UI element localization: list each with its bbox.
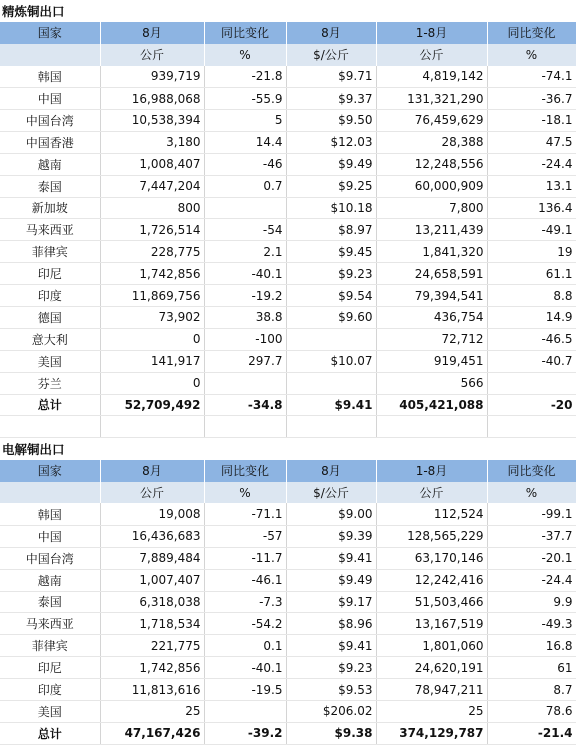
- table-row: [0, 613, 576, 635]
- section-title-row: [0, 0, 576, 22]
- table-cell: 马来西亚: [0, 613, 100, 635]
- table-cell: 51,503,466: [376, 591, 487, 613]
- table-cell: 马来西亚: [0, 219, 100, 241]
- table-cell: -20.1: [487, 547, 576, 569]
- table-cell: 中国: [0, 88, 100, 110]
- table-cell: 中国台湾: [0, 547, 100, 569]
- table-cell: $9.39: [286, 525, 376, 547]
- table-cell: [376, 416, 487, 438]
- table-cell: 9.9: [487, 591, 576, 613]
- table-cell: 297.7: [204, 350, 286, 372]
- table-cell: 60,000,909: [376, 175, 487, 197]
- table-cell: $12.03: [286, 131, 376, 153]
- table-cell: $9.25: [286, 175, 376, 197]
- table-cell: -21.8: [204, 66, 286, 88]
- table-cell: 德国: [0, 306, 100, 328]
- table-cell: $8.96: [286, 613, 376, 635]
- table-cell: $9.17: [286, 591, 376, 613]
- table-row: [0, 679, 576, 701]
- table-cell: -100: [204, 328, 286, 350]
- table-cell: $9.45: [286, 241, 376, 263]
- table-cell: 公斤: [100, 44, 204, 66]
- section-title: 精炼铜出口: [2, 3, 65, 19]
- table-cell: 939,719: [100, 66, 204, 88]
- table-cell: -40.1: [204, 263, 286, 285]
- table-row: [0, 547, 576, 569]
- table-cell: $8.97: [286, 219, 376, 241]
- table-cell: 8月: [286, 22, 376, 44]
- table-cell: $/公斤: [286, 44, 376, 66]
- table-cell: 14.4: [204, 131, 286, 153]
- table-cell: 13,167,519: [376, 613, 487, 635]
- table-cell: 同比变化: [487, 460, 576, 482]
- table-cell: -46.5: [487, 328, 576, 350]
- table-cell: $9.23: [286, 263, 376, 285]
- table-row: [0, 263, 576, 285]
- table-cell: -99.1: [487, 503, 576, 525]
- table-cell: -40.1: [204, 657, 286, 679]
- table-cell: 1,801,060: [376, 635, 487, 657]
- table-cell: 6,318,038: [100, 591, 204, 613]
- table-cell: 28,388: [376, 131, 487, 153]
- table-cell: -49.1: [487, 219, 576, 241]
- table-cell: 意大利: [0, 328, 100, 350]
- table-cell: 12,248,556: [376, 153, 487, 175]
- table-cell: 19,008: [100, 503, 204, 525]
- table-cell: 7,447,204: [100, 175, 204, 197]
- table-cell: 中国: [0, 525, 100, 547]
- table-cell: 中国台湾: [0, 109, 100, 131]
- table-cell: $9.60: [286, 306, 376, 328]
- table-cell: 78.6: [487, 701, 576, 723]
- table-cell: -19.5: [204, 679, 286, 701]
- table-cell: [204, 416, 286, 438]
- table-row: [0, 306, 576, 328]
- table-cell: 公斤: [376, 44, 487, 66]
- table-cell: 公斤: [376, 482, 487, 504]
- table-row: [0, 350, 576, 372]
- table-cell: $9.41: [286, 394, 376, 416]
- table-row: [0, 701, 576, 723]
- table-cell: 141,917: [100, 350, 204, 372]
- table-cell: [204, 372, 286, 394]
- table-cell: [204, 197, 286, 219]
- table-cell: 11,869,756: [100, 285, 204, 307]
- table-cell: 1-8月: [376, 22, 487, 44]
- table-cell: [0, 416, 100, 438]
- table-cell: 25: [376, 701, 487, 723]
- table-cell: [286, 416, 376, 438]
- table-cell: 79,394,541: [376, 285, 487, 307]
- table-cell: 8月: [286, 460, 376, 482]
- table-cell: 韩国: [0, 503, 100, 525]
- table-cell: 1,007,407: [100, 569, 204, 591]
- table-row: [0, 219, 576, 241]
- table-cell: 47.5: [487, 131, 576, 153]
- table-cell: $9.41: [286, 635, 376, 657]
- table-row: [0, 88, 576, 110]
- table-cell: 8月: [100, 22, 204, 44]
- table-cell: 63,170,146: [376, 547, 487, 569]
- table-cell: 芬兰: [0, 372, 100, 394]
- table-cell: 76,459,629: [376, 109, 487, 131]
- table-cell: $10.18: [286, 197, 376, 219]
- table-cell: $9.23: [286, 657, 376, 679]
- table-cell: 3,180: [100, 131, 204, 153]
- spacer-row: [0, 416, 576, 438]
- table-row: [0, 525, 576, 547]
- table-cell: 越南: [0, 569, 100, 591]
- table-cell: -24.4: [487, 569, 576, 591]
- section-title: 电解铜出口: [2, 442, 65, 457]
- table-cell: 25: [100, 701, 204, 723]
- table-cell: $9.50: [286, 109, 376, 131]
- table-cell: 菲律宾: [0, 635, 100, 657]
- table-cell: 24,620,191: [376, 657, 487, 679]
- table-cell: 印尼: [0, 263, 100, 285]
- table-cell: 374,129,787: [376, 722, 487, 744]
- table-cell: 美国: [0, 350, 100, 372]
- table-cell: -11.7: [204, 547, 286, 569]
- unit-row: [0, 482, 576, 504]
- table-cell: $9.49: [286, 153, 376, 175]
- table-cell: 印度: [0, 679, 100, 701]
- table-cell: 印度: [0, 285, 100, 307]
- table-cell: 13,211,439: [376, 219, 487, 241]
- table-cell: $206.02: [286, 701, 376, 723]
- table-cell: 同比变化: [204, 460, 286, 482]
- table-cell: 7,800: [376, 197, 487, 219]
- table-row: [0, 657, 576, 679]
- table-cell: 同比变化: [487, 22, 576, 44]
- table-cell: $9.54: [286, 285, 376, 307]
- table-cell: [286, 372, 376, 394]
- table-cell: $9.49: [286, 569, 376, 591]
- table-row: [0, 285, 576, 307]
- table-row: [0, 635, 576, 657]
- table-row: [0, 153, 576, 175]
- header-row: [0, 22, 576, 44]
- table-cell: $9.71: [286, 66, 376, 88]
- table-cell: 同比变化: [204, 22, 286, 44]
- table-cell: 泰国: [0, 175, 100, 197]
- table-cell: 47,167,426: [100, 722, 204, 744]
- table-cell: %: [487, 482, 576, 504]
- table-cell: 菲律宾: [0, 241, 100, 263]
- table-cell: $9.38: [286, 722, 376, 744]
- table-cell: 11,813,616: [100, 679, 204, 701]
- table-row: [0, 569, 576, 591]
- total-row: [0, 722, 576, 744]
- table-cell: 52,709,492: [100, 394, 204, 416]
- table-cell: 16,436,683: [100, 525, 204, 547]
- table-row: [0, 328, 576, 350]
- table-cell: 0: [100, 372, 204, 394]
- table-row: [0, 591, 576, 613]
- table-cell: $/公斤: [286, 482, 376, 504]
- table-cell: -40.7: [487, 350, 576, 372]
- table-cell: -57: [204, 525, 286, 547]
- table-cell: 中国香港: [0, 131, 100, 153]
- table-cell: 8.8: [487, 285, 576, 307]
- table-cell: 1,718,534: [100, 613, 204, 635]
- table-cell: 436,754: [376, 306, 487, 328]
- table-row: [0, 241, 576, 263]
- table-cell: 61: [487, 657, 576, 679]
- table-cell: 61.1: [487, 263, 576, 285]
- table-cell: [204, 701, 286, 723]
- table-cell: 14.9: [487, 306, 576, 328]
- table-cell: 13.1: [487, 175, 576, 197]
- table-cell: 112,524: [376, 503, 487, 525]
- table-cell: $10.07: [286, 350, 376, 372]
- table-cell: 566: [376, 372, 487, 394]
- table-cell: -19.2: [204, 285, 286, 307]
- table-cell: 0: [100, 328, 204, 350]
- table-cell: 新加坡: [0, 197, 100, 219]
- table-cell: 1-8月: [376, 460, 487, 482]
- table-row: [0, 175, 576, 197]
- table-cell: -7.3: [204, 591, 286, 613]
- table-cell: $9.37: [286, 88, 376, 110]
- table-cell: 2.1: [204, 241, 286, 263]
- table-cell: 16.8: [487, 635, 576, 657]
- table-cell: -74.1: [487, 66, 576, 88]
- table-cell: 136.4: [487, 197, 576, 219]
- table-cell: 越南: [0, 153, 100, 175]
- table-cell: 7,889,484: [100, 547, 204, 569]
- table-cell: -54.2: [204, 613, 286, 635]
- table-cell: 8.7: [487, 679, 576, 701]
- total-row: [0, 394, 576, 416]
- table-cell: 1,742,856: [100, 263, 204, 285]
- table-cell: -49.3: [487, 613, 576, 635]
- table-cell: 国家: [0, 460, 100, 482]
- table-cell: 美国: [0, 701, 100, 723]
- table-row: [0, 66, 576, 88]
- table-cell: -18.1: [487, 109, 576, 131]
- table-row: [0, 372, 576, 394]
- table-cell: [286, 328, 376, 350]
- table-cell: 总计: [0, 722, 100, 744]
- table-cell: 800: [100, 197, 204, 219]
- table-cell: -24.4: [487, 153, 576, 175]
- table-cell: 228,775: [100, 241, 204, 263]
- table-cell: 8月: [100, 460, 204, 482]
- section-title-row: [0, 438, 576, 460]
- table-cell: 38.8: [204, 306, 286, 328]
- table-cell: 公斤: [100, 482, 204, 504]
- table-cell: $9.53: [286, 679, 376, 701]
- table-cell: 0.7: [204, 175, 286, 197]
- table-cell: $9.00: [286, 503, 376, 525]
- table-row: [0, 503, 576, 525]
- table-cell: 0.1: [204, 635, 286, 657]
- table-row: [0, 131, 576, 153]
- table-cell: -36.7: [487, 88, 576, 110]
- table-cell: -37.7: [487, 525, 576, 547]
- table-cell: 12,242,416: [376, 569, 487, 591]
- table-cell: %: [204, 482, 286, 504]
- table-cell: -71.1: [204, 503, 286, 525]
- table-cell: 1,742,856: [100, 657, 204, 679]
- table-cell: 1,008,407: [100, 153, 204, 175]
- table-cell: -55.9: [204, 88, 286, 110]
- table-cell: [0, 44, 100, 66]
- table-cell: 131,321,290: [376, 88, 487, 110]
- table-cell: 1,726,514: [100, 219, 204, 241]
- table-cell: 印尼: [0, 657, 100, 679]
- unit-row: [0, 44, 576, 66]
- table-cell: 16,988,068: [100, 88, 204, 110]
- table-cell: 24,658,591: [376, 263, 487, 285]
- table-cell: 国家: [0, 22, 100, 44]
- table-cell: 总计: [0, 394, 100, 416]
- table-cell: 73,902: [100, 306, 204, 328]
- table-cell: 19: [487, 241, 576, 263]
- table-cell: 4,819,142: [376, 66, 487, 88]
- table-cell: -46.1: [204, 569, 286, 591]
- table-cell: 72,712: [376, 328, 487, 350]
- table-cell: 78,947,211: [376, 679, 487, 701]
- table-cell: [0, 482, 100, 504]
- table-cell: -46: [204, 153, 286, 175]
- table-cell: -39.2: [204, 722, 286, 744]
- table-cell: 1,841,320: [376, 241, 487, 263]
- table-cell: 韩国: [0, 66, 100, 88]
- table-cell: 泰国: [0, 591, 100, 613]
- table-cell: 10,538,394: [100, 109, 204, 131]
- table-cell: -34.8: [204, 394, 286, 416]
- table-cell: -54: [204, 219, 286, 241]
- table-cell: [100, 416, 204, 438]
- table-cell: 221,775: [100, 635, 204, 657]
- table-row: [0, 109, 576, 131]
- table-cell: %: [487, 44, 576, 66]
- table-cell: $9.41: [286, 547, 376, 569]
- table-cell: 405,421,088: [376, 394, 487, 416]
- table-row: [0, 197, 576, 219]
- table-cell: -21.4: [487, 722, 576, 744]
- table-cell: 919,451: [376, 350, 487, 372]
- table-cell: [487, 416, 576, 438]
- table-cell: %: [204, 44, 286, 66]
- table-cell: [487, 372, 576, 394]
- table-cell: 5: [204, 109, 286, 131]
- table-cell: -20: [487, 394, 576, 416]
- header-row: [0, 460, 576, 482]
- table-cell: 128,565,229: [376, 525, 487, 547]
